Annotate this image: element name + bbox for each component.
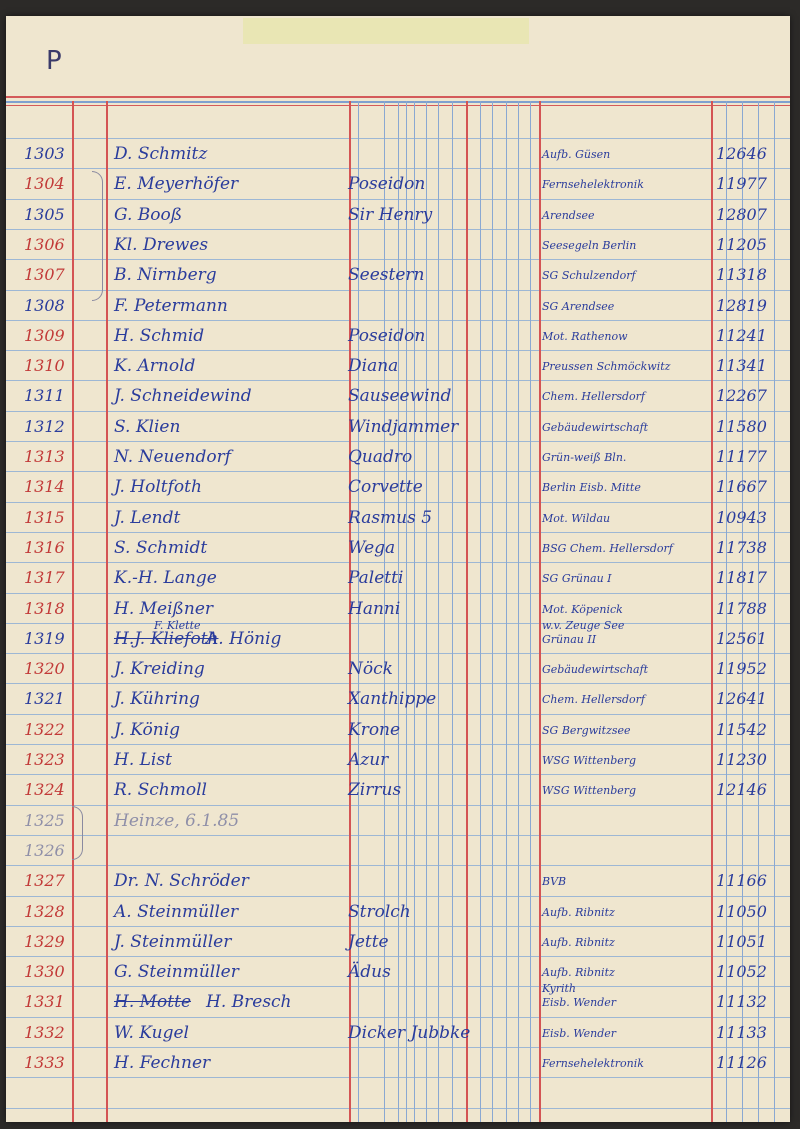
entry-ref: 11126 [716, 1053, 767, 1072]
entry-club: Gebäudewirtschaft [542, 663, 649, 677]
entry-number: 1332 [24, 1022, 65, 1042]
entry-number: 1330 [24, 962, 65, 982]
entry-club: Aufb. Güsen [542, 148, 611, 161]
entry-club: WSG Wittenberg [542, 754, 637, 767]
entry-name: J. König [114, 719, 181, 740]
entry-ref: 12646 [716, 144, 767, 163]
entry-club: Seesegeln Berlin [542, 238, 637, 252]
entry-number: 1305 [24, 204, 65, 224]
entry-boat: Sir Henry [348, 204, 433, 225]
entry-club: SG Arendsee [542, 299, 615, 313]
entry-ref: 11132 [716, 992, 767, 1012]
entry-number: 1327 [24, 871, 65, 891]
entry-name: G. Booß [114, 204, 183, 225]
entry-number: 1318 [24, 598, 65, 618]
entry-number: 1325 [24, 810, 65, 830]
entry-club: SG Bergwitzsee [542, 723, 631, 737]
entry-name: J. Kreiding [114, 659, 205, 680]
entry-club: Eisb. Wender [542, 1026, 617, 1040]
entry-number: 1329 [24, 931, 65, 951]
entry-name: J. Kühring [114, 689, 200, 710]
column-rule [406, 101, 407, 1122]
column-rule [106, 101, 108, 1122]
entry-number: 1319 [24, 628, 65, 648]
column-rule [414, 101, 415, 1122]
entry-ref: 11738 [716, 537, 767, 557]
entry-boat: Strolch [348, 901, 411, 922]
entry-boat: Azur [348, 750, 389, 770]
entry-number: 1323 [24, 750, 65, 769]
entry-ref: 11241 [716, 325, 767, 345]
entry-boat: Seestern [348, 265, 425, 286]
entry-ref: 11166 [716, 871, 767, 891]
entry-ref: 11133 [716, 1022, 767, 1042]
entry-number: 1317 [24, 568, 65, 588]
column-rule [774, 101, 775, 1122]
entry-name: J. Steinmüller [114, 931, 232, 952]
entry-name: H. Schmid [114, 325, 205, 346]
entry-number: 1320 [24, 659, 65, 679]
entry-number: 1307 [24, 265, 65, 285]
entry-name: A. Steinmüller [114, 901, 239, 922]
entry-boat: Dicker Jubbke [348, 1022, 471, 1043]
entry-name: N. Neuendorf [114, 447, 232, 467]
entry-club: Grün-weiß Bln. [542, 451, 627, 464]
entry-ref: 12561 [716, 628, 767, 648]
entry-name: D. Schmitz [114, 144, 208, 164]
entry-number: 1316 [24, 537, 65, 557]
entry-ref: 11788 [716, 598, 767, 618]
entry-club-above: Kyrith [542, 982, 577, 996]
entry-ref: 11051 [716, 931, 767, 951]
entry-number: 1324 [24, 780, 65, 800]
entry-ref: 12819 [716, 295, 767, 315]
entry-ref: 11052 [716, 962, 767, 982]
page-letter: P [46, 46, 62, 76]
entry-boat: Nöck [348, 659, 393, 680]
entry-number: 1321 [24, 689, 65, 709]
entry-number: 1328 [24, 901, 65, 921]
entry-name: W. Kugel [114, 1022, 189, 1043]
entry-number: 1306 [24, 234, 65, 254]
entry-ref: 11341 [716, 356, 767, 376]
column-rule [452, 101, 453, 1122]
entry-ref: 11050 [716, 901, 767, 921]
column-rule [492, 101, 493, 1122]
column-rule [506, 101, 507, 1122]
entry-boat: Paletti [348, 568, 404, 589]
column-rule [72, 101, 74, 1122]
entry-boat: Zirrus [348, 780, 402, 801]
entry-name: G. Steinmüller [114, 962, 239, 983]
entry-boat: Diana [348, 356, 399, 377]
entry-name: J. Holtfoth [114, 477, 202, 498]
entry-number: 1326 [24, 840, 65, 860]
entry-club: SG Schulzendorf [542, 269, 636, 283]
column-rule [530, 101, 531, 1122]
entry-number: 1303 [24, 144, 65, 163]
entry-number: 1310 [24, 356, 65, 376]
entry-club-above: w.v. Zeuge See [542, 618, 625, 632]
entry-boat: Jette [348, 931, 389, 952]
entry-club: BSG Chem. Hellersdorf [542, 541, 673, 555]
entry-club: SG Grünau I [542, 572, 612, 586]
entry-ref: 12807 [716, 204, 767, 224]
brace-mark [92, 171, 103, 301]
entry-name: Dr. N. Schröder [114, 871, 249, 892]
column-rule [711, 101, 713, 1122]
entry-boat: Xanthippe [348, 689, 437, 710]
ledger-page [6, 16, 790, 1122]
entry-name: J. Lendt [114, 507, 181, 528]
entry-ref: 12641 [716, 689, 767, 709]
entry-number: 1333 [24, 1053, 65, 1072]
entry-number: 1309 [24, 325, 65, 345]
entry-club: Preussen Schmöckwitz [542, 360, 671, 374]
entry-number: 1311 [24, 386, 65, 406]
entry-number: 1322 [24, 719, 65, 739]
entry-ref: 10943 [716, 507, 767, 527]
entry-number: 1331 [24, 992, 65, 1012]
entry-name: K.-H. Lange [114, 568, 217, 589]
entry-club: Fernsehelektronik [542, 1057, 644, 1070]
column-rule [480, 101, 481, 1122]
entry-ref: 11177 [716, 447, 767, 466]
entry-boat: Rasmus 5 [348, 507, 433, 528]
entry-club: Mot. Rathenow [542, 329, 628, 343]
entry-boat: Sauseewind [348, 386, 452, 407]
entry-boat: Hanni [348, 598, 401, 619]
entry-boat: Ädus [348, 962, 391, 983]
entry-club: Chem. Hellersdorf [542, 390, 645, 404]
entry-number: 1314 [24, 477, 65, 497]
entry-ref: 11230 [716, 750, 767, 769]
column-rule [466, 101, 468, 1122]
entry-boat: Krone [348, 719, 401, 740]
entry-club: Aufb. Ribnitz [542, 905, 615, 919]
entry-boat: Wega [348, 537, 396, 558]
entry-club: Mot. Köpenick [542, 602, 623, 616]
entry-name: K. Arnold [114, 356, 196, 377]
entry-club: Aufb. Ribnitz [542, 935, 615, 949]
entry-number: 1304 [24, 174, 65, 194]
column-rule [438, 101, 439, 1122]
entry-ref: 11952 [716, 659, 767, 679]
entry-ref: 11977 [716, 174, 767, 194]
entry-name: B. Nirnberg [114, 265, 217, 286]
entry-boat: Windjammer [348, 416, 459, 437]
entry-ref: 11817 [716, 568, 767, 588]
entry-club: Arendsee [542, 208, 595, 222]
column-rule [426, 101, 427, 1122]
entry-boat: Poseidon [348, 325, 426, 346]
entry-club: BVB [542, 875, 567, 889]
entry-ref: 11580 [716, 416, 767, 436]
column-rule [518, 101, 519, 1122]
entry-number: 1315 [24, 507, 65, 527]
entry-club: Chem. Hellersdorf [542, 693, 645, 707]
entry-name: R. Schmoll [114, 780, 207, 801]
entry-boat: Quadro [348, 447, 413, 467]
entry-club: Mot. Wildau [542, 511, 611, 525]
header-rule [6, 96, 790, 98]
entry-name: Heinze, 6.1.85 [114, 810, 240, 831]
entry-number: 1312 [24, 416, 65, 436]
entry-club: Grünau II [542, 632, 597, 646]
entry-name: S. Klien [114, 416, 181, 437]
entry-name: A. Hönig [206, 628, 282, 649]
entry-name: H. Meißner [114, 598, 214, 619]
entry-name: H. List [114, 750, 172, 770]
column-rule [539, 101, 541, 1122]
entry-name-above: F. Klette [154, 618, 201, 632]
entry-ref: 12267 [716, 386, 767, 406]
entry-name-struck: H. Motte [114, 992, 191, 1013]
entry-club: Gebäudewirtschaft [542, 420, 649, 434]
entry-name: H. Bresch [206, 992, 292, 1013]
entry-name: J. Schneidewind [114, 386, 252, 407]
entry-name: F. Petermann [114, 295, 228, 316]
entry-ref: 11667 [716, 477, 767, 497]
entry-boat: Corvette [348, 477, 423, 498]
entry-ref: 12146 [716, 780, 767, 800]
entry-ref: 11205 [716, 234, 767, 254]
entry-club: Fernsehelektronik [542, 178, 644, 192]
entry-name: E. Meyerhöfer [114, 174, 239, 195]
entry-boat: Poseidon [348, 174, 426, 195]
tape-strip [243, 18, 529, 44]
entry-name: S. Schmidt [114, 537, 208, 558]
entry-ref: 11542 [716, 719, 767, 739]
brace-mark [72, 806, 83, 860]
entry-club: WSG Wittenberg [542, 784, 637, 798]
entry-club: Berlin Eisb. Mitte [542, 481, 641, 495]
entry-ref: 11318 [716, 265, 767, 285]
entry-name: Kl. Drewes [114, 234, 209, 255]
entry-club: Eisb. Wender [542, 996, 617, 1010]
entry-number: 1313 [24, 447, 65, 466]
entry-name: H. Fechner [114, 1053, 211, 1073]
entry-number: 1308 [24, 295, 65, 315]
entry-name-struck: H.J. Kliefoth [114, 628, 219, 649]
entry-club: Aufb. Ribnitz [542, 966, 615, 980]
